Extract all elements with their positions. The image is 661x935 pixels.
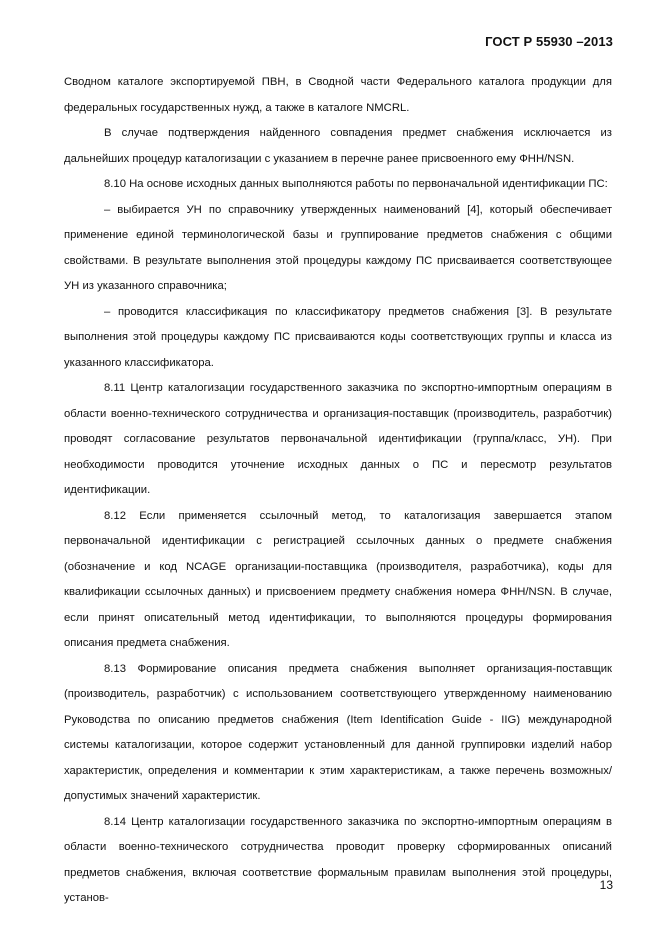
paragraph-continuation: Сводном каталоге экспортируемой ПВН, в Сводной части Федерального каталога продукции для федеральных государственных нужд, а также в каталоге NMCRL. xyxy=(64,76,612,114)
list-item: – выбирается УН по справочнику утвержденных наименований [4], который обеспечивает применение единой терминологической базы и группирование предметов снабжения с общими свойствами. В результате выполнения этой процедуры каждому ПС присваивается соответствующее УН из указанного справочника; xyxy=(64,203,612,292)
paragraph-8-10: 8.10 На основе исходных данных выполняются работы по первоначальной идентификации ПС: xyxy=(104,178,608,190)
document-code: ГОСТ Р 55930 –2013 xyxy=(485,34,613,49)
paragraph-8-11: 8.11 Центр каталогизации государственного заказчика по экспортно-импортным операциям в области военно-технического сотрудничества и организация-поставщик (производитель, разработчик) проводят согласование результатов первоначальной идентификации (группа/класс, УН). При необходимости проводится уточнение исходных данных о ПС и пересмотр результатов идентификации. xyxy=(64,382,612,496)
body-text xyxy=(64,70,612,912)
paragraph: В случае подтверждения найденного совпадения предмет снабжения исключается из дальнейших процедур каталогизации с указанием в перечне ранее присвоенного ему ФНН/NSN. xyxy=(64,127,612,165)
paragraph-8-14: 8.14 Центр каталогизации государственного заказчика по экспортно-импортным операциям в области военно-технического сотрудничества проводит проверку сформированных описаний предметов снабжения, включая соответствие формальным правилам выполнения этой процедуры, установ- xyxy=(64,815,612,904)
paragraph-8-12: 8.12 Если применяется ссылочный метод, то каталогизация завершается этапом первоначальной идентификации с регистрацией ссылочных данных о предмете снабжения (обозначение и код NCAGE организации-поставщика (производителя, разработчика), коды для квалификации ссылочных данных) и присвоением предмету снабжения номера ФНН/NSN. В случае, если принят описательный метод идентификации, то выполняются процедуры формирования описания предмета снабжения. xyxy=(64,509,612,649)
paragraph-8-13: 8.13 Формирование описания предмета снабжения выполняет организация-поставщик (производитель, разработчик) с использованием соответствующего утвержденному наименованию Руководства по описанию предметов снабжения (Item Identification Guide - IIG) международной системы каталогизации, которое содержит установленный для данной группировки изделий набор характеристик, определения и комментарии к этим характеристикам, а также перечень возможных/допустимых значений характеристик. xyxy=(64,662,612,802)
list-item: – проводится классификация по классификатору предметов снабжения [3]. В результате выполнения этой процедуры каждому ПС присваиваются коды соответствующих группы и класса из указанного классификатора. xyxy=(64,305,612,369)
page-number: 13 xyxy=(599,878,613,892)
